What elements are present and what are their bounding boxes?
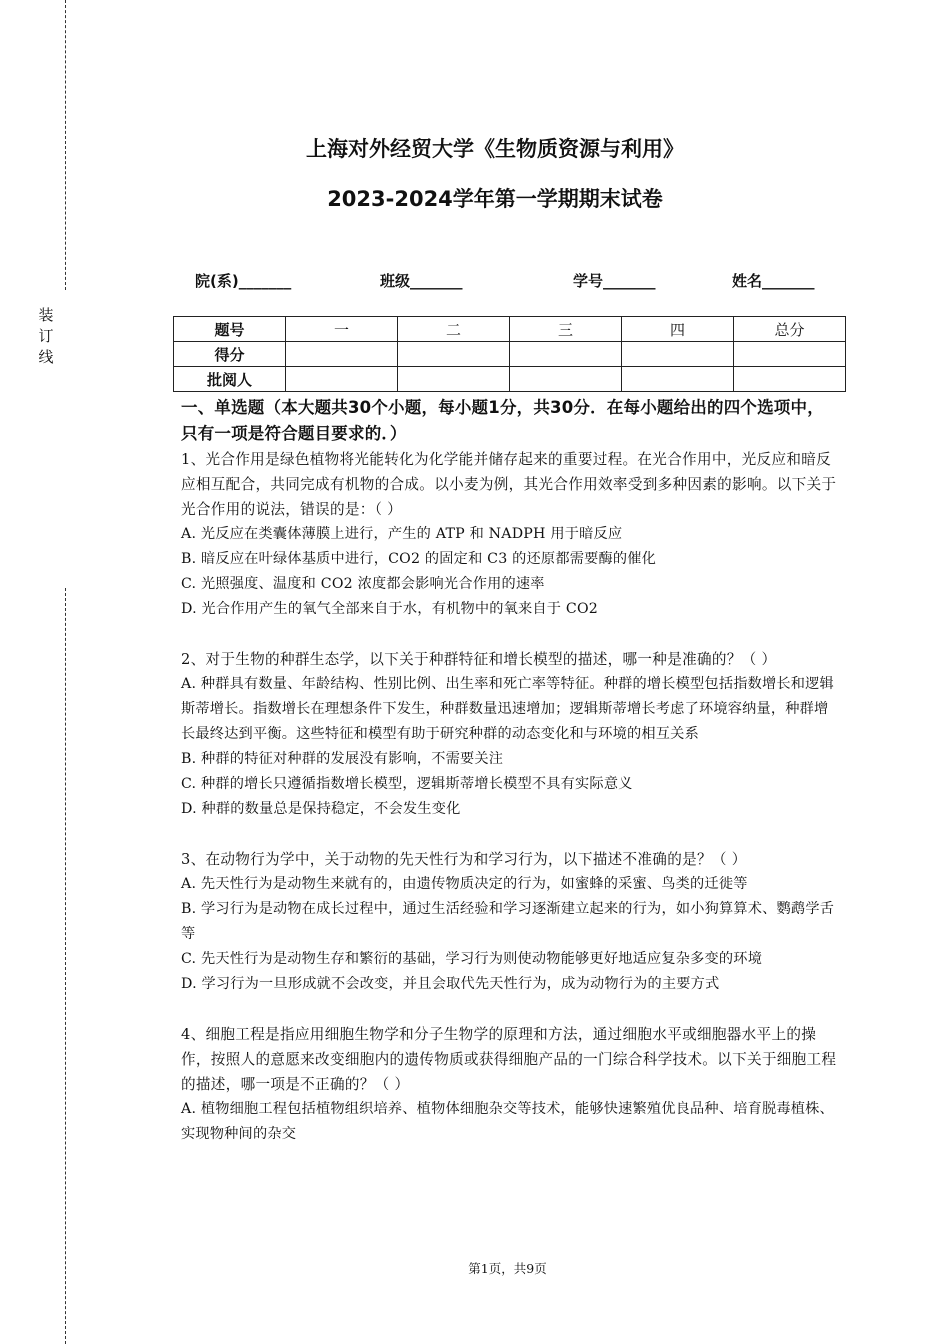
option-a: A. 种群具有数量、年龄结构、性别比例、出生率和死亡率等特征。种群的增长模型包括指数增长和逻辑斯蒂增长。指数增长在理想条件下发生，种群数量迅速增加；逻辑斯蒂增长考虑了环境容纳量，种群增长最终达到平衡。这些特征和模型有助于研究种群的动态变化和与环境的相互关系 [181, 676, 834, 742]
question-stem: 2、对于生物的种群生态学，以下关于种群特征和增长模型的描述，哪一种是准确的？（ ） [181, 651, 777, 668]
section-heading: 一、单选题（本大题共30个小题，每小题1分，共30分．在每小题给出的四个选项中，只有一项是符合题目要求的．） [181, 398, 824, 443]
score-cell [286, 342, 398, 367]
grader-row-label: 批阅人 [174, 367, 286, 392]
score-row-label: 得分 [174, 342, 286, 367]
question-stem: 3、在动物行为学中，关于动物的先天性行为和学习行为，以下描述不准确的是？（ ） [181, 851, 747, 868]
page-footer: 第1页，共9页 [468, 1261, 547, 1276]
student-id-field: 学号_______ [573, 272, 656, 290]
score-cell [510, 342, 622, 367]
binding-dash-line-bottom [65, 588, 66, 1344]
option-c: C. 先天性行为是动物生存和繁衍的基础，学习行为则使动物能够更好地适应复杂多变的环境 [181, 951, 763, 967]
score-table-header-row [174, 317, 846, 342]
grader-cell [286, 367, 398, 392]
class-field: 班级_______ [380, 272, 463, 290]
question-stem: 4、细胞工程是指应用细胞生物学和分子生物学的原理和方法，通过细胞水平或细胞器水平上的操作，按照人的意愿来改变细胞内的遗传物质或获得细胞产品的一门综合科学技术。以下关于细胞工程的描述，哪一项是不正确的？（ ） [181, 1026, 837, 1093]
option-c: C. 种群的增长只遵循指数增长模型，逻辑斯蒂增长模型不具有实际意义 [181, 776, 633, 792]
grader-cell [510, 367, 622, 392]
option-b: B. 学习行为是动物在成长过程中，通过生活经验和学习逐渐建立起来的行为，如小狗算算术、鹦鹉学舌等 [181, 901, 835, 942]
grader-cell [398, 367, 510, 392]
score-table-header-cell: 一 [286, 317, 398, 342]
exam-content [181, 395, 839, 1147]
grader-cell [622, 367, 734, 392]
binding-line-label: 装订线 [38, 306, 54, 366]
question-3 [181, 847, 839, 997]
score-table-header-cell: 二 [398, 317, 510, 342]
option-d: D. 学习行为一旦形成就不会改变，并且会取代先天性行为，成为动物行为的主要方式 [181, 976, 720, 992]
question-1 [181, 447, 839, 622]
option-b: B. 暗反应在叶绿体基质中进行，CO2 的固定和 C3 的还原都需要酶的催化 [181, 551, 657, 567]
option-d: D. 光合作用产生的氧气全部来自于水，有机物中的氧来自于 CO2 [181, 601, 599, 617]
score-cell [734, 342, 846, 367]
score-cell [398, 342, 510, 367]
option-c: C. 光照强度、温度和 CO2 浓度都会影响光合作用的速率 [181, 576, 545, 592]
option-b: B. 种群的特征对种群的发展没有影响，不需要关注 [181, 751, 504, 767]
score-table-header-cell: 四 [622, 317, 734, 342]
score-row [174, 342, 846, 367]
question-stem: 1、光合作用是绿色植物将光能转化为化学能并储存起来的重要过程。在光合作用中，光反应和暗反应相互配合，共同完成有机物的合成。以小麦为例，其光合作用效率受到多种因素的影响。以下关于光合作用的说法，错误的是：（ ） [181, 451, 837, 518]
score-cell [622, 342, 734, 367]
name-field: 姓名_______ [732, 272, 815, 290]
score-table-header-cell: 总分 [734, 317, 846, 342]
question-4 [181, 1022, 839, 1147]
score-table-header-cell: 三 [510, 317, 622, 342]
exam-title: 上海对外经贸大学《生物质资源与利用》 [306, 137, 684, 161]
grader-row [174, 367, 846, 392]
option-a: A. 先天性行为是动物生来就有的，由遗传物质决定的行为，如蜜蜂的采蜜、鸟类的迁徙等 [181, 876, 748, 892]
score-table [173, 316, 846, 392]
exam-subtitle: 2023-2024学年第一学期期末试卷 [327, 187, 663, 211]
option-a: A. 植物细胞工程包括植物组织培养、植物体细胞杂交等技术，能够快速繁殖优良品种、培育脱毒植株、实现物种间的杂交 [181, 1101, 834, 1142]
college-field: 院(系)_______ [195, 272, 292, 290]
score-table-header-cell: 题号 [174, 317, 286, 342]
grader-cell [734, 367, 846, 392]
question-2 [181, 647, 839, 822]
option-d: D. 种群的数量总是保持稳定，不会发生变化 [181, 801, 461, 817]
option-a: A. 光反应在类囊体薄膜上进行，产生的 ATP 和 NADPH 用于暗反应 [181, 526, 623, 542]
